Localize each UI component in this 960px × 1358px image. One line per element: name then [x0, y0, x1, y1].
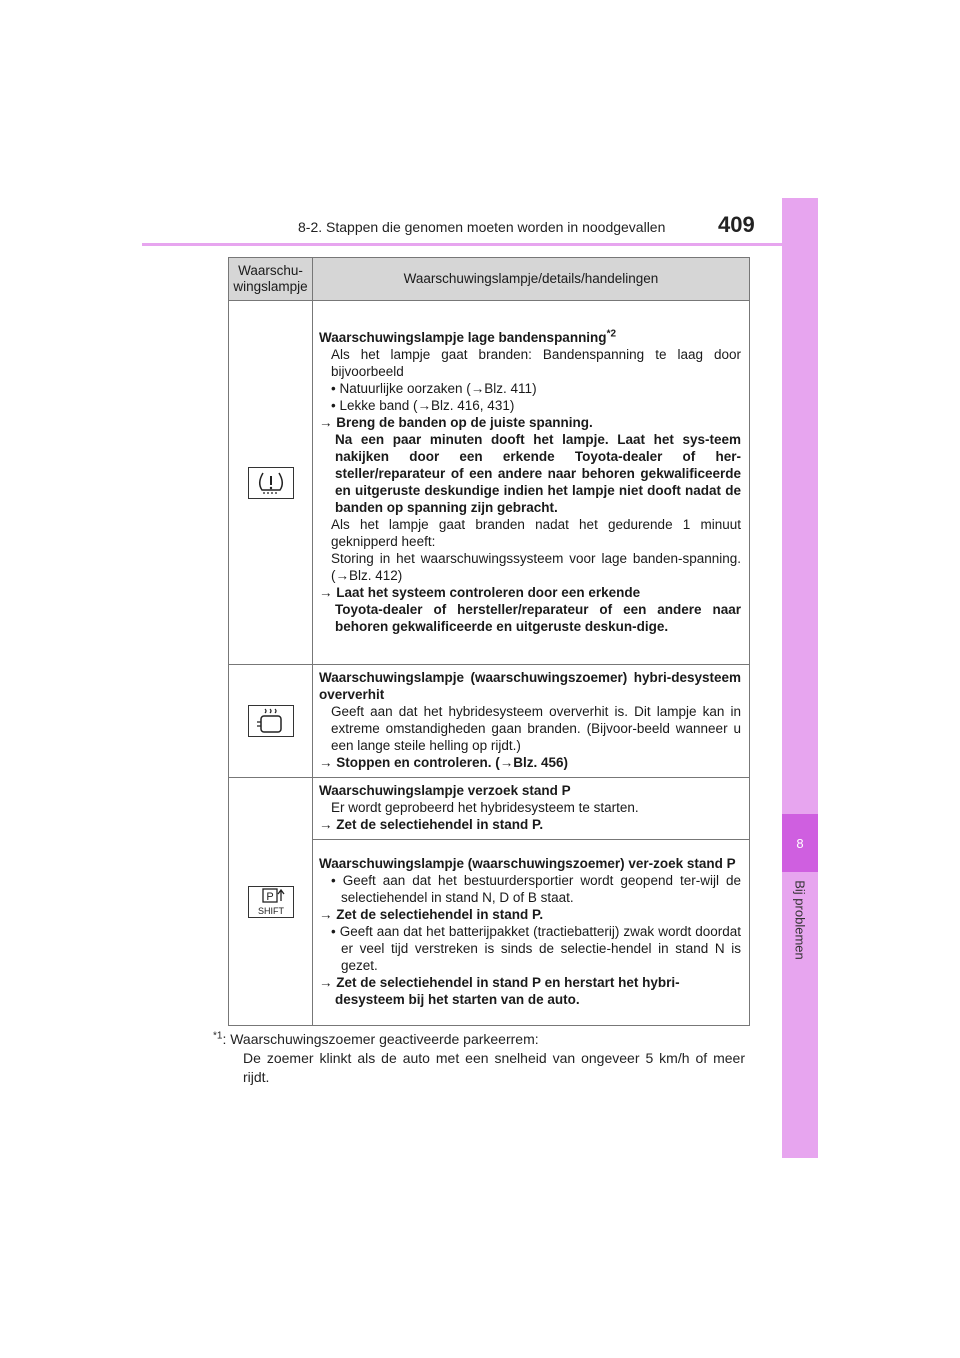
tpms-bullet-1: • Natuurlijke oorzaken (→Blz. 411) — [331, 380, 537, 396]
tpms-p1: Als het lampje gaat branden: Bandenspanning te laag door bijvoorbeeld — [331, 346, 741, 379]
park1-description — [313, 778, 750, 840]
tpms-title: Waarschuwingslampje lage bandenspanning — [319, 329, 607, 345]
footnote-line-2: De zoemer klinkt als de auto met een snelheid van ongeveer 5 km/h of meer rijdt. — [243, 1050, 745, 1085]
park2-action-1: → Zet de selectiehendel in stand P. — [319, 907, 544, 922]
page-number: 409 — [718, 212, 755, 237]
tpms-action-2-cont: Toyota-dealer of hersteller/reparateur of een andere naar behoren gekwalificeerde en uitgeruste deskun-dige. — [335, 601, 741, 634]
side-tab-number: 8 — [782, 814, 818, 872]
table-row — [229, 778, 750, 840]
park1-action: → Zet de selectiehendel in stand P. — [319, 817, 544, 832]
footnote — [213, 1030, 745, 1087]
hybrid-overheat-icon — [248, 705, 294, 737]
icon-shift-text: SHIFT — [257, 905, 284, 916]
footnote-marker: *1 — [213, 1030, 223, 1042]
park2-action-2-cont: desysteem bij het starten van de auto. — [335, 992, 580, 1007]
shift-p-icon — [248, 886, 294, 918]
overheat-description — [313, 665, 750, 778]
icon-cell — [229, 778, 313, 1026]
tpms-p3: Storing in het waarschuwingssysteem voor lage banden-spanning. (→Blz. 412) — [331, 550, 741, 583]
park1-title: Waarschuwingslampje verzoek stand P — [319, 783, 571, 798]
table-row — [229, 665, 750, 778]
tpms-action-1-cont: Na een paar minuten dooft het lampje. Laat het sys-teem nakijken door een erkende Toyota-dealer of her-steller/reparateur of een andere naar behoren gekwalificeerde en uitgeruste deskundige indien het lampje niet dooft nadat de banden op spanning zijn gebracht. — [335, 431, 741, 515]
warning-lights-table — [228, 257, 750, 1026]
header-title: 8-2. Stappen die genomen moeten worden in noodgevallen — [298, 219, 666, 235]
overheat-title: Waarschuwingslampje (waarschuwingszoemer) hybri-desysteem oververhit — [319, 670, 741, 702]
footnote-line-1: : Waarschuwingszoemer geactiveerde parkeerrem: — [222, 1031, 539, 1047]
column-header-icon: Waarschu- wingslampje — [229, 258, 313, 301]
overheat-p1: Geeft aan dat het hybridesysteem oververhit is. Dit lampje kan in extreme omstandigheden gaan branden. (Bijvoor-beeld wanneer u een lange steile helling op rijdt.) — [331, 704, 741, 753]
column-header-description: Waarschuwingslampje/details/handelingen — [313, 258, 750, 301]
tpms-title-sup: *2 — [606, 328, 617, 339]
park2-bullet-2: • Geeft aan dat het batterijpakket (tractiebatterij) zwak wordt doordat er veel tijd verstreken is sinds de selectie-hendel in stand N is gezet. — [331, 924, 741, 973]
tire-pressure-icon — [248, 467, 294, 499]
icon-cell — [229, 301, 313, 665]
header-rule — [142, 243, 818, 246]
park2-description — [313, 840, 750, 1026]
park2-title: Waarschuwingslampje (waarschuwingszoemer) ver-zoek stand P — [319, 856, 736, 871]
tpms-bullet-2: • Lekke band (→Blz. 416, 431) — [331, 397, 515, 413]
table-row — [229, 301, 750, 665]
tpms-p2: Als het lampje gaat branden nadat het gedurende 1 minuut geknipperd heeft: — [331, 516, 741, 549]
side-tab — [782, 198, 818, 1158]
park1-p1: Er wordt geprobeerd het hybridesysteem te starten. — [331, 800, 639, 815]
tpms-description — [313, 301, 750, 665]
table-header-row — [229, 258, 750, 301]
overheat-action: → Stoppen en controleren. (→Blz. 456) — [319, 755, 569, 770]
tpms-action-1: → Breng de banden op de juiste spanning. — [319, 414, 593, 430]
icon-p-letter: P — [265, 890, 274, 903]
icon-cell — [229, 665, 313, 778]
park2-action-2: → Zet de selectiehendel in stand P en herstart het hybri- — [319, 975, 680, 990]
side-tab-label: Bij problemen — [792, 880, 808, 960]
tpms-action-2: → Laat het systeem controleren door een erkende — [319, 584, 641, 600]
park2-bullet-1: • Geeft aan dat het bestuurdersportier wordt geopend ter-wijl de selectiehendel in stand N, D of B staat. — [331, 873, 741, 905]
